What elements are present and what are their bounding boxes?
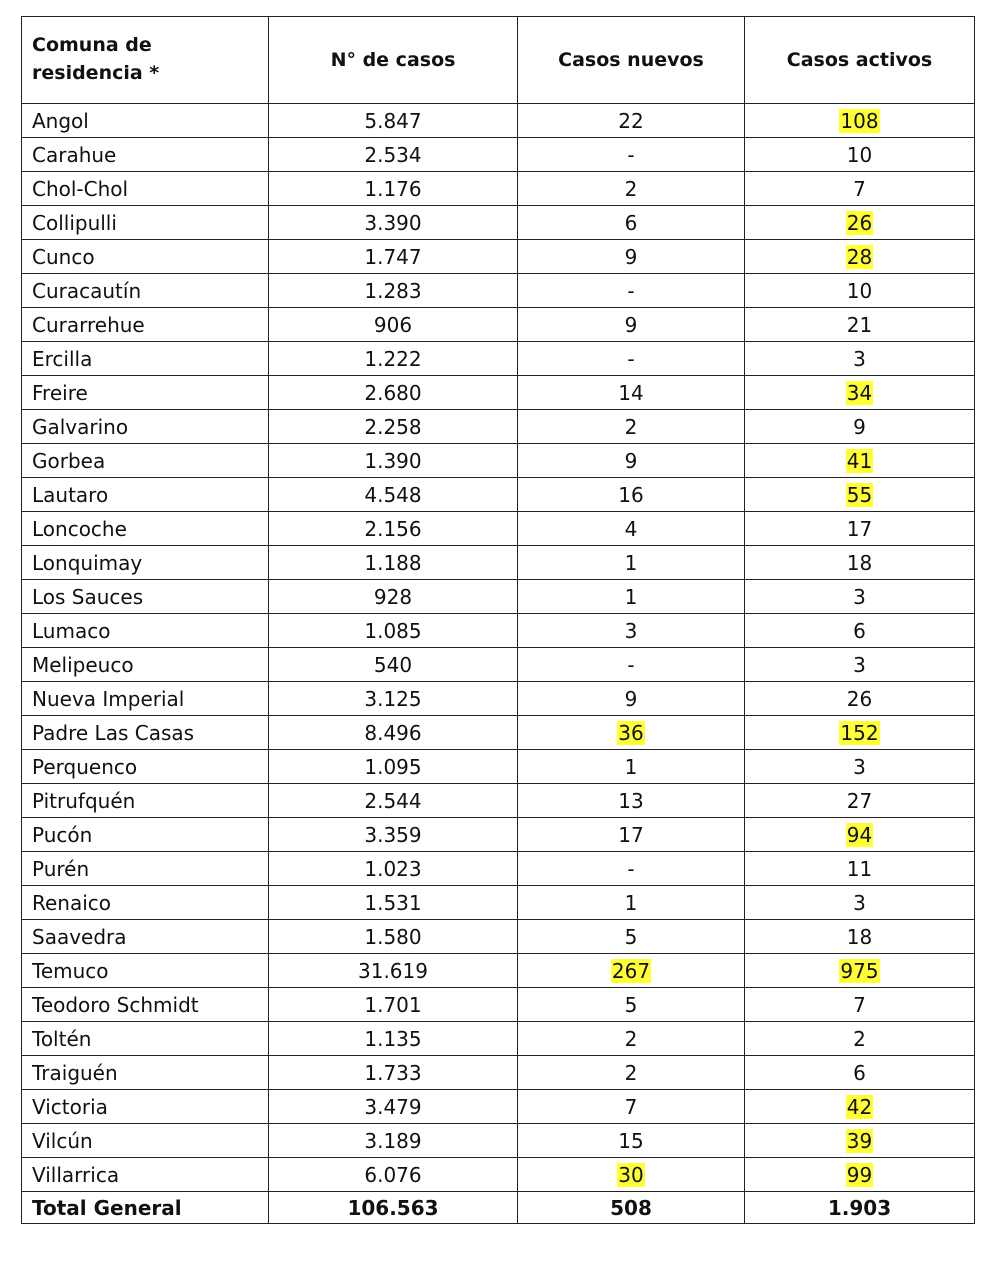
cell-casos: 540 bbox=[269, 648, 518, 682]
table-header bbox=[22, 17, 975, 104]
cases-table bbox=[21, 16, 975, 1224]
total-casos: 106.563 bbox=[269, 1192, 518, 1224]
cell-activos bbox=[745, 818, 975, 852]
cell-comuna: Pucón bbox=[22, 818, 269, 852]
cell-activos bbox=[745, 240, 975, 274]
cell-comuna: Vilcún bbox=[22, 1124, 269, 1158]
cell-activos: 2 bbox=[745, 1022, 975, 1056]
cell-casos: 6.076 bbox=[269, 1158, 518, 1192]
cell-nuevos: 14 bbox=[518, 376, 745, 410]
table-row bbox=[22, 682, 975, 716]
table-row bbox=[22, 750, 975, 784]
cell-comuna: Victoria bbox=[22, 1090, 269, 1124]
cell-casos: 3.125 bbox=[269, 682, 518, 716]
highlighted-value: 39 bbox=[846, 1128, 873, 1153]
table-row bbox=[22, 988, 975, 1022]
cell-casos: 2.680 bbox=[269, 376, 518, 410]
cell-nuevos: - bbox=[518, 342, 745, 376]
highlighted-value: 34 bbox=[846, 380, 873, 405]
cell-activos: 27 bbox=[745, 784, 975, 818]
cell-activos bbox=[745, 716, 975, 750]
cell-activos bbox=[745, 104, 975, 138]
table-row bbox=[22, 410, 975, 444]
table-row bbox=[22, 852, 975, 886]
table-row bbox=[22, 546, 975, 580]
table-row bbox=[22, 512, 975, 546]
header-activos: Casos activos bbox=[745, 17, 975, 104]
cell-nuevos: 5 bbox=[518, 988, 745, 1022]
cell-nuevos: 9 bbox=[518, 240, 745, 274]
cell-nuevos bbox=[518, 1158, 745, 1192]
cell-casos: 1.283 bbox=[269, 274, 518, 308]
table-row bbox=[22, 1158, 975, 1192]
cell-casos: 1.701 bbox=[269, 988, 518, 1022]
highlighted-value: 30 bbox=[618, 1162, 644, 1187]
cell-casos: 1.747 bbox=[269, 240, 518, 274]
highlighted-value: 41 bbox=[846, 448, 873, 473]
highlighted-value: 55 bbox=[846, 482, 873, 507]
cell-nuevos: 7 bbox=[518, 1090, 745, 1124]
cell-nuevos: 5 bbox=[518, 920, 745, 954]
cell-comuna: Perquenco bbox=[22, 750, 269, 784]
cell-activos: 10 bbox=[745, 274, 975, 308]
highlighted-value: 108 bbox=[840, 108, 879, 133]
table-row bbox=[22, 1056, 975, 1090]
cell-comuna: Nueva Imperial bbox=[22, 682, 269, 716]
cell-nuevos: 1 bbox=[518, 886, 745, 920]
cell-casos: 2.544 bbox=[269, 784, 518, 818]
cell-activos: 3 bbox=[745, 750, 975, 784]
table-row bbox=[22, 308, 975, 342]
cell-comuna: Melipeuco bbox=[22, 648, 269, 682]
table-row bbox=[22, 206, 975, 240]
cell-nuevos: 2 bbox=[518, 410, 745, 444]
cell-activos: 26 bbox=[745, 682, 975, 716]
highlighted-value: 152 bbox=[840, 720, 879, 745]
cell-activos: 6 bbox=[745, 1056, 975, 1090]
cell-nuevos: 2 bbox=[518, 1022, 745, 1056]
cell-nuevos: 9 bbox=[518, 682, 745, 716]
cell-nuevos: 1 bbox=[518, 580, 745, 614]
cell-activos: 3 bbox=[745, 648, 975, 682]
table-footer bbox=[22, 1192, 975, 1224]
table-row bbox=[22, 1022, 975, 1056]
highlighted-value: 975 bbox=[840, 958, 879, 983]
highlighted-value: 267 bbox=[611, 958, 651, 983]
cell-nuevos bbox=[518, 954, 745, 988]
table-row bbox=[22, 580, 975, 614]
cell-comuna: Toltén bbox=[22, 1022, 269, 1056]
cell-activos bbox=[745, 376, 975, 410]
cell-comuna: Traiguén bbox=[22, 1056, 269, 1090]
total-nuevos: 508 bbox=[518, 1192, 745, 1224]
cell-activos: 21 bbox=[745, 308, 975, 342]
cell-nuevos: 2 bbox=[518, 172, 745, 206]
table-row bbox=[22, 818, 975, 852]
cell-comuna: Gorbea bbox=[22, 444, 269, 478]
cell-nuevos: 6 bbox=[518, 206, 745, 240]
cell-nuevos: - bbox=[518, 648, 745, 682]
cell-comuna: Lonquimay bbox=[22, 546, 269, 580]
highlighted-value: 94 bbox=[846, 822, 873, 847]
cell-casos: 1.531 bbox=[269, 886, 518, 920]
cell-casos: 3.390 bbox=[269, 206, 518, 240]
cell-activos bbox=[745, 1158, 975, 1192]
cell-casos: 3.189 bbox=[269, 1124, 518, 1158]
total-row bbox=[22, 1192, 975, 1224]
cell-activos bbox=[745, 206, 975, 240]
cell-nuevos: - bbox=[518, 274, 745, 308]
cell-activos: 3 bbox=[745, 580, 975, 614]
cell-comuna: Saavedra bbox=[22, 920, 269, 954]
cell-comuna: Collipulli bbox=[22, 206, 269, 240]
cell-casos: 1.188 bbox=[269, 546, 518, 580]
table-row bbox=[22, 376, 975, 410]
cell-nuevos: - bbox=[518, 138, 745, 172]
cell-comuna: Lautaro bbox=[22, 478, 269, 512]
cell-nuevos: 3 bbox=[518, 614, 745, 648]
cell-comuna: Cunco bbox=[22, 240, 269, 274]
header-comuna: Comuna de residencia * bbox=[22, 17, 269, 104]
cell-casos: 1.222 bbox=[269, 342, 518, 376]
cell-casos: 31.619 bbox=[269, 954, 518, 988]
cell-activos: 11 bbox=[745, 852, 975, 886]
cell-nuevos: 4 bbox=[518, 512, 745, 546]
cell-activos: 6 bbox=[745, 614, 975, 648]
cell-comuna: Lumaco bbox=[22, 614, 269, 648]
cell-casos: 1.095 bbox=[269, 750, 518, 784]
highlighted-value: 28 bbox=[846, 244, 873, 269]
cell-casos: 1.085 bbox=[269, 614, 518, 648]
cell-nuevos: 1 bbox=[518, 750, 745, 784]
table-row bbox=[22, 342, 975, 376]
cell-activos: 7 bbox=[745, 988, 975, 1022]
cell-casos: 1.580 bbox=[269, 920, 518, 954]
cell-nuevos: 17 bbox=[518, 818, 745, 852]
cell-casos: 3.479 bbox=[269, 1090, 518, 1124]
table-row bbox=[22, 240, 975, 274]
cell-casos: 1.176 bbox=[269, 172, 518, 206]
cell-casos: 3.359 bbox=[269, 818, 518, 852]
cell-comuna: Curarrehue bbox=[22, 308, 269, 342]
table-row bbox=[22, 1090, 975, 1124]
cell-casos: 1.733 bbox=[269, 1056, 518, 1090]
table-row bbox=[22, 274, 975, 308]
cell-nuevos bbox=[518, 716, 745, 750]
cell-activos: 3 bbox=[745, 342, 975, 376]
cell-comuna: Renaico bbox=[22, 886, 269, 920]
cell-activos: 17 bbox=[745, 512, 975, 546]
cell-casos: 2.156 bbox=[269, 512, 518, 546]
cell-activos: 18 bbox=[745, 920, 975, 954]
cell-comuna: Pitrufquén bbox=[22, 784, 269, 818]
cell-comuna: Temuco bbox=[22, 954, 269, 988]
cell-nuevos: 9 bbox=[518, 444, 745, 478]
cell-activos bbox=[745, 1124, 975, 1158]
cell-nuevos: 15 bbox=[518, 1124, 745, 1158]
cell-comuna: Galvarino bbox=[22, 410, 269, 444]
table-row bbox=[22, 954, 975, 988]
cell-activos: 18 bbox=[745, 546, 975, 580]
cell-comuna: Purén bbox=[22, 852, 269, 886]
cell-nuevos: 9 bbox=[518, 308, 745, 342]
cell-nuevos: 1 bbox=[518, 546, 745, 580]
highlighted-value: 42 bbox=[846, 1094, 873, 1119]
cell-casos: 1.135 bbox=[269, 1022, 518, 1056]
table-row bbox=[22, 716, 975, 750]
cell-comuna: Villarrica bbox=[22, 1158, 269, 1192]
table-row bbox=[22, 886, 975, 920]
cell-nuevos: - bbox=[518, 852, 745, 886]
table-row bbox=[22, 920, 975, 954]
total-label: Total General bbox=[22, 1192, 269, 1224]
cell-comuna: Chol-Chol bbox=[22, 172, 269, 206]
cell-casos: 1.023 bbox=[269, 852, 518, 886]
header-nuevos: Casos nuevos bbox=[518, 17, 745, 104]
cell-casos: 2.534 bbox=[269, 138, 518, 172]
highlighted-value: 36 bbox=[618, 720, 644, 745]
table-row bbox=[22, 784, 975, 818]
cell-casos: 928 bbox=[269, 580, 518, 614]
cell-nuevos: 16 bbox=[518, 478, 745, 512]
table-body bbox=[22, 104, 975, 1192]
cell-comuna: Carahue bbox=[22, 138, 269, 172]
cell-comuna: Angol bbox=[22, 104, 269, 138]
table-row bbox=[22, 478, 975, 512]
cell-activos: 10 bbox=[745, 138, 975, 172]
table-row bbox=[22, 614, 975, 648]
cell-nuevos: 13 bbox=[518, 784, 745, 818]
cell-casos: 5.847 bbox=[269, 104, 518, 138]
table-row bbox=[22, 444, 975, 478]
cell-activos: 7 bbox=[745, 172, 975, 206]
cell-comuna: Teodoro Schmidt bbox=[22, 988, 269, 1022]
cell-activos bbox=[745, 954, 975, 988]
header-row bbox=[22, 17, 975, 104]
table-row bbox=[22, 138, 975, 172]
cell-casos: 2.258 bbox=[269, 410, 518, 444]
cell-comuna: Curacautín bbox=[22, 274, 269, 308]
cell-comuna: Padre Las Casas bbox=[22, 716, 269, 750]
highlighted-value: 26 bbox=[846, 210, 873, 235]
cell-activos bbox=[745, 1090, 975, 1124]
cell-activos bbox=[745, 478, 975, 512]
table-row bbox=[22, 104, 975, 138]
cell-activos: 3 bbox=[745, 886, 975, 920]
cell-activos: 9 bbox=[745, 410, 975, 444]
cell-comuna: Freire bbox=[22, 376, 269, 410]
table-row bbox=[22, 648, 975, 682]
table-row bbox=[22, 1124, 975, 1158]
cell-casos: 4.548 bbox=[269, 478, 518, 512]
cell-comuna: Los Sauces bbox=[22, 580, 269, 614]
cell-nuevos: 2 bbox=[518, 1056, 745, 1090]
cell-nuevos: 22 bbox=[518, 104, 745, 138]
cell-casos: 8.496 bbox=[269, 716, 518, 750]
cell-comuna: Ercilla bbox=[22, 342, 269, 376]
header-casos: N° de casos bbox=[269, 17, 518, 104]
cell-comuna: Loncoche bbox=[22, 512, 269, 546]
cell-casos: 906 bbox=[269, 308, 518, 342]
table-row bbox=[22, 172, 975, 206]
total-activos: 1.903 bbox=[745, 1192, 975, 1224]
cell-casos: 1.390 bbox=[269, 444, 518, 478]
cell-activos bbox=[745, 444, 975, 478]
highlighted-value: 99 bbox=[846, 1162, 873, 1187]
